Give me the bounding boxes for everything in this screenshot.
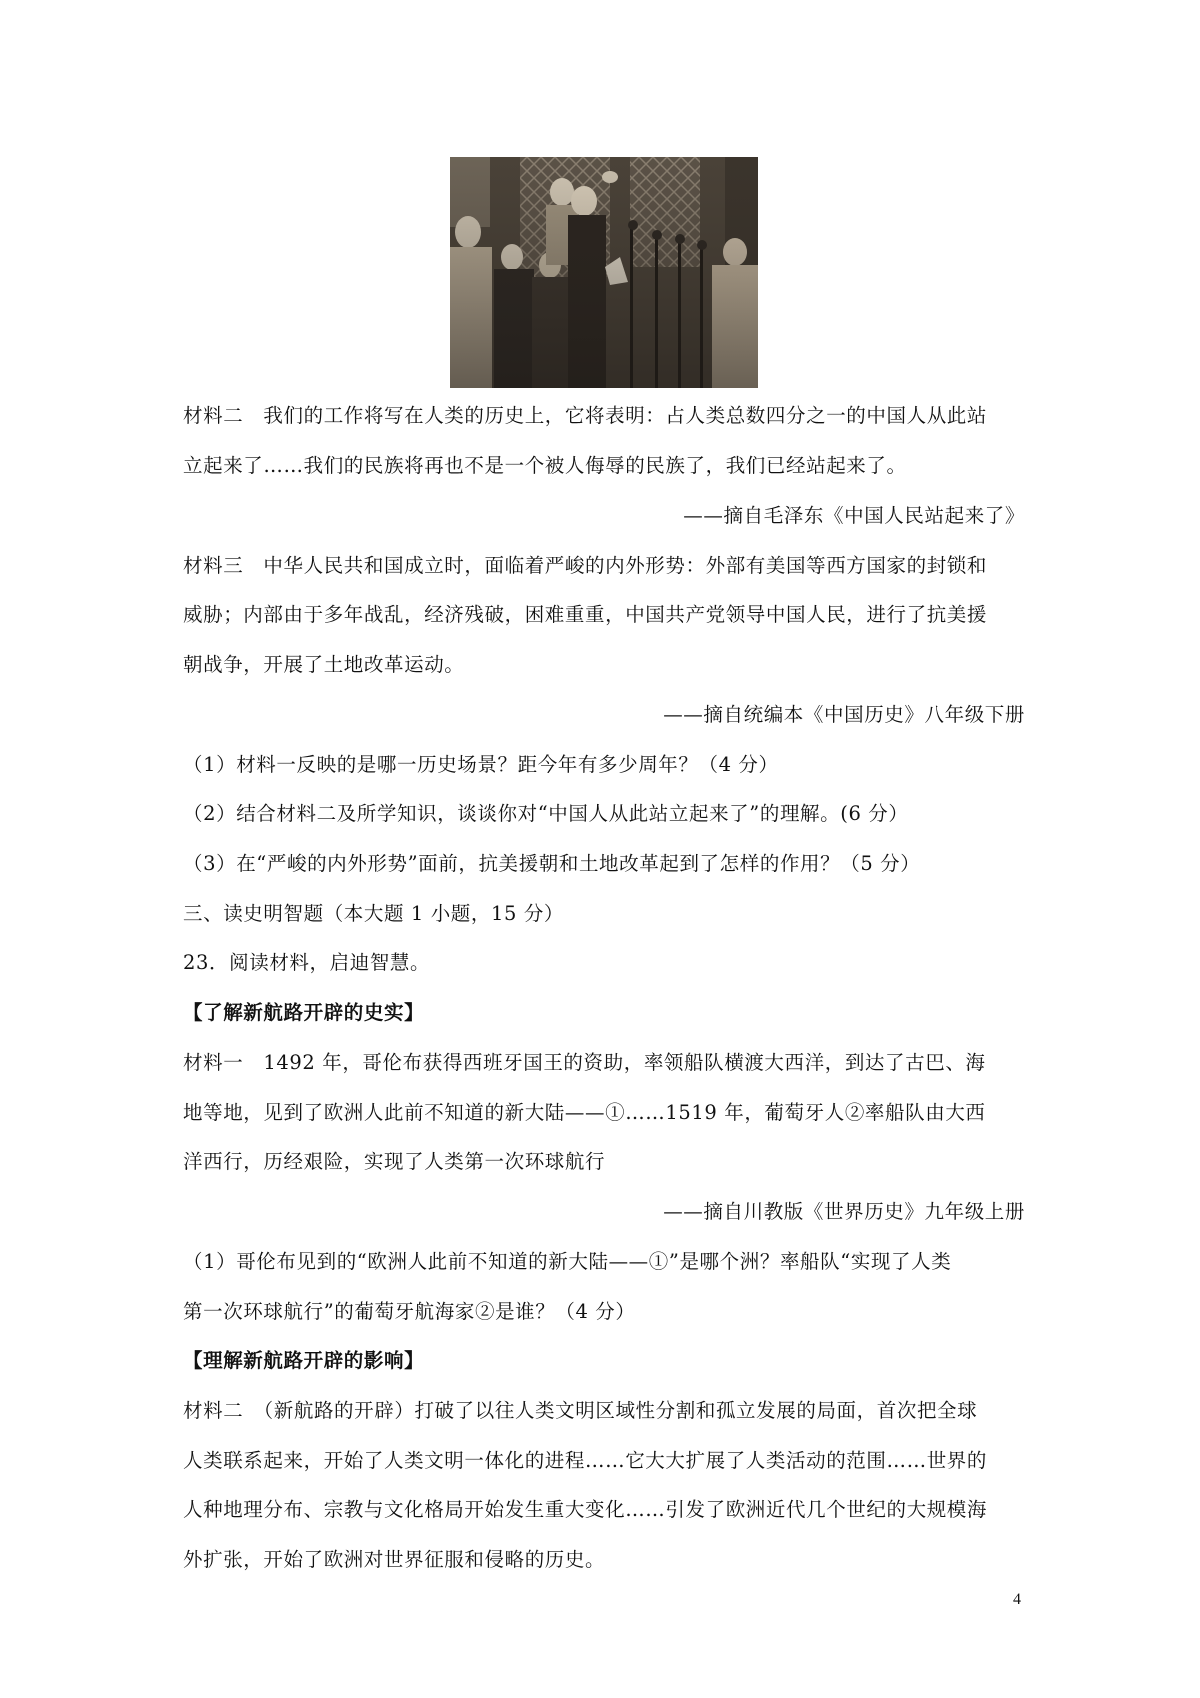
material-1-line-2: 地等地，见到了欧洲人此前不知道的新大陆——①……1519 年，葡萄牙人②率船队由大西 xyxy=(183,1101,986,1124)
question-23-title: 23．阅读材料，启迪智慧。 xyxy=(183,951,431,974)
material-2b-line-4: 外扩张，开始了欧洲对世界征服和侵略的历史。 xyxy=(183,1548,606,1571)
material-2-source: ——摘自毛泽东《中国人民站起来了》 xyxy=(683,504,1025,527)
question-3: （3）在“严峻的内外形势”面前，抗美援朝和土地改革起到了怎样的作用？（5 分） xyxy=(183,852,921,875)
material-2-line-2: 立起来了……我们的民族将再也不是一个被人侮辱的民族了，我们已经站起来了。 xyxy=(183,454,907,477)
question-2: （2）结合材料二及所学知识，谈谈你对“中国人从此站立起来了”的理解。(6 分） xyxy=(183,802,909,825)
material-2-line-1: 材料二 我们的工作将写在人类的历史上，它将表明：占人类总数四分之一的中国人从此站 xyxy=(183,404,988,427)
material-2b-line-1: 材料二 （新航路的开辟）打破了以往人类文明区域性分割和孤立发展的局面，首次把全球 xyxy=(183,1399,978,1422)
material-1-line-3: 洋西行，历经艰险，实现了人类第一次环球航行 xyxy=(183,1150,606,1173)
section-3-heading: 三、读史明智题（本大题 1 小题，15 分） xyxy=(183,902,565,925)
subheading-history-facts: 【了解新航路开辟的史实】 xyxy=(183,1001,425,1024)
material-3-line-3: 朝战争，开展了土地改革运动。 xyxy=(183,653,465,676)
page-number: 4 xyxy=(1013,1591,1021,1608)
material-3-line-1: 材料三 中华人民共和国成立时，面临着严峻的内外形势：外部有美国等西方国家的封锁和 xyxy=(183,554,988,577)
material-3-source: ——摘自统编本《中国历史》八年级下册 xyxy=(663,703,1025,726)
question-23-1-line-1: （1）哥伦布见到的“欧洲人此前不知道的新大陆——①”是哪个洲？率船队“实现了人类 xyxy=(183,1250,952,1273)
subheading-impact: 【理解新航路开辟的影响】 xyxy=(183,1349,425,1372)
question-1: （1）材料一反映的是哪一历史场景？距今年有多少周年？（4 分） xyxy=(183,753,779,776)
historical-photo xyxy=(450,157,758,388)
material-2b-line-2: 人类联系起来，开始了人类文明一体化的进程……它大大扩展了人类活动的范围……世界的 xyxy=(183,1449,988,1472)
material-1-source: ——摘自川教版《世界历史》九年级上册 xyxy=(663,1200,1025,1223)
material-1-line-1: 材料一 1492 年，哥伦布获得西班牙国王的资助，率领船队横渡大西洋，到达了古巴、海 xyxy=(183,1051,986,1074)
material-2b-line-3: 人种地理分布、宗教与文化格局开始发生重大变化……引发了欧洲近代几个世纪的大规模海 xyxy=(183,1498,988,1521)
material-3-line-2: 威胁；内部由于多年战乱，经济残破，困难重重，中国共产党领导中国人民，进行了抗美援 xyxy=(183,603,988,626)
question-23-1-line-2: 第一次环球航行”的葡萄牙航海家②是谁？（4 分） xyxy=(183,1300,636,1323)
